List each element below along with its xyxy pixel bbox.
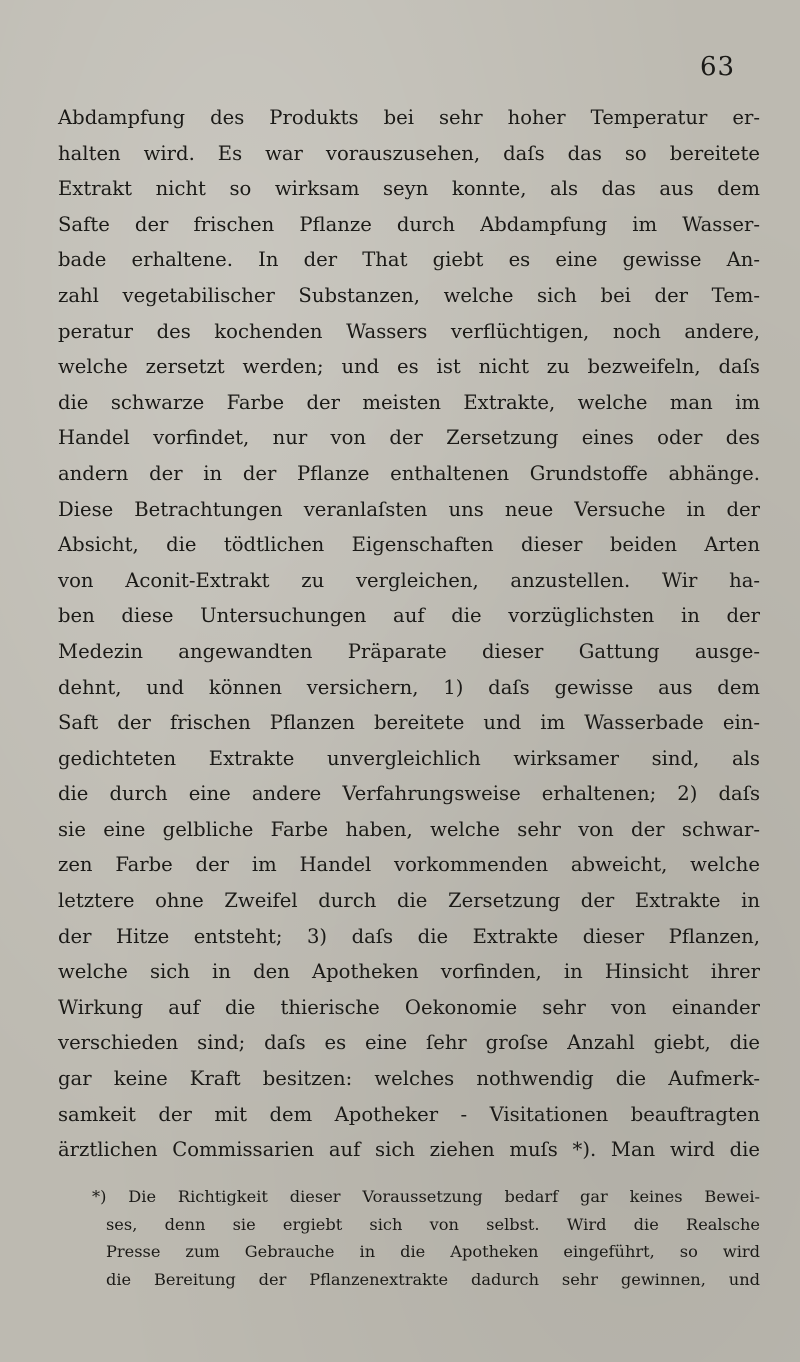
body-line: sie eine gelbliche Farbe haben, welche sehr von der schwar- [58,817,760,841]
body-line: zen Farbe der im Handel vorkommenden abweicht, welche [58,853,760,877]
body-line: samkeit der mit dem Apotheker - Visitationen beauftragten [58,1102,760,1126]
body-line: die schwarze Farbe der meisten Extrakte, welche man im [58,390,760,414]
body-line: peratur des kochenden Wassers verflüchtigen, noch andere, [58,319,760,343]
body-line: Medezin angewandten Präparate dieser Gattung ausge- [58,639,760,663]
body-text [58,100,760,1168]
body-line: Extrakt nicht so wirksam seyn konnte, als das aus dem [58,177,760,201]
page-number: 63 [700,52,736,82]
body-line: gar keine Kraft besitzen: welches nothwendig die Aufmerk- [58,1067,760,1091]
body-line: Handel vorfindet, nur von der Zersetzung eines oder des [58,426,760,450]
body-line: ärztlichen Commissarien auf sich ziehen muſs *). Man wird die [58,1138,760,1162]
body-line: welche sich in den Apotheken vorfinden, in Hinsicht ihrer [58,960,760,984]
body-line: welche zersetzt werden; und es ist nicht zu bezweifeln, daſs [58,355,760,379]
footnote-line: *) Die Richtigkeit dieser Voraussetzung bedarf gar keines Bewei- [92,1187,760,1206]
body-line: bade erhaltene. In der That giebt es eine gewisse An- [58,248,760,272]
body-line: Safte der frischen Pflanze durch Abdampfung im Wasser- [58,212,760,236]
body-line: halten wird. Es war vorauszusehen, daſs das so bereitete [58,141,760,165]
body-line: andern der in der Pflanze enthaltenen Grundstoffe abhänge. [58,461,760,485]
body-line: Diese Betrachtungen veranlaſsten uns neue Versuche in der [58,497,760,521]
body-line: verschieden sind; daſs es eine ſehr groſse Anzahl giebt, die [58,1031,760,1055]
body-line: ben diese Untersuchungen auf die vorzüglichsten in der [58,604,760,628]
body-line: von Aconit-Extrakt zu vergleichen, anzustellen. Wir ha- [58,568,760,592]
body-line: die durch eine andere Verfahrungsweise erhaltenen; 2) daſs [58,782,760,806]
footnote [92,1183,760,1293]
body-line: letztere ohne Zweifel durch die Zersetzung der Extrakte in [58,889,760,913]
body-line: gedichteten Extrakte unvergleichlich wirksamer sind, als [58,746,760,770]
body-line: dehnt, und können versichern, 1) daſs gewisse aus dem [58,675,760,699]
footnote-line: ses, denn sie ergiebt sich von selbst. Wird die Realsche [106,1214,760,1234]
body-line: Wirkung auf die thierische Oekonomie sehr von einander [58,995,760,1019]
body-line: Absicht, die tödtlichen Eigenschaften dieser beiden Arten [58,533,760,557]
footnote-line: die Bereitung der Pflanzenextrakte dadurch sehr gewinnen, und [106,1269,760,1289]
footnote-line: Presse zum Gebrauche in die Apotheken eingeführt, so wird [106,1242,760,1261]
body-line: Saft der frischen Pflanzen bereitete und im Wasserbade ein- [58,711,760,735]
body-line: der Hitze entsteht; 3) daſs die Extrakte dieser Pflanzen, [58,924,760,948]
body-line: Abdampfung des Produkts bei sehr hoher Temperatur er- [58,106,760,129]
body-line: zahl vegetabilischer Substanzen, welche sich bei der Tem- [58,283,760,307]
